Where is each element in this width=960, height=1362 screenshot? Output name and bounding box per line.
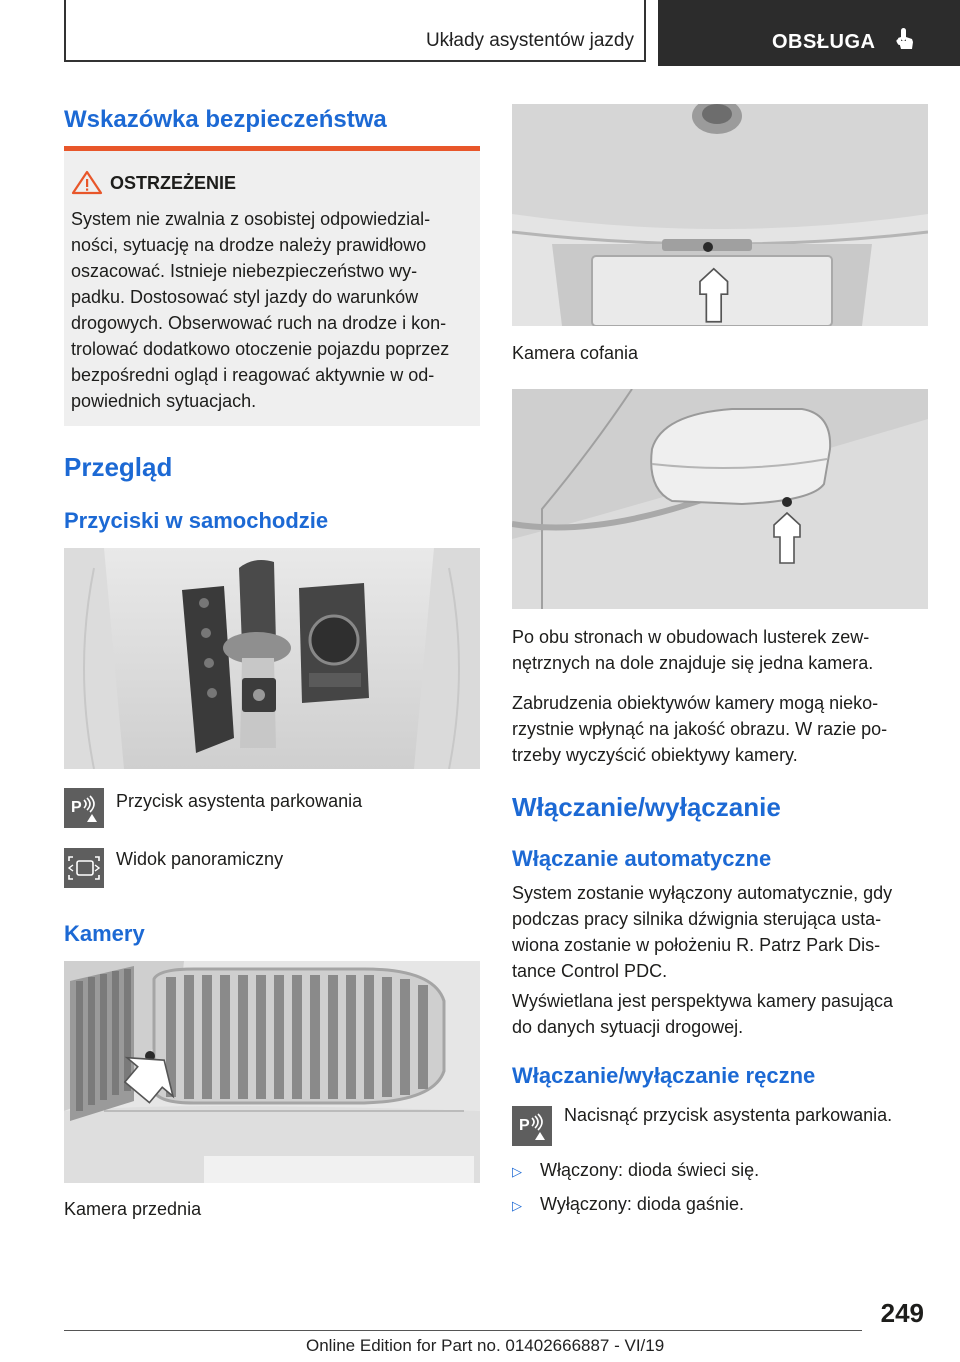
warning-label: OSTRZEŻENIE bbox=[110, 173, 237, 193]
bullet-triangle-icon: ▷ bbox=[512, 1198, 522, 1213]
overview-heading: Przegląd bbox=[64, 452, 173, 482]
dirt-warning-line: Zabrudzenia obiektywów kamery mogą nieko- bbox=[512, 693, 879, 713]
dirt-warning-line: trzeby wyczyścić obiektywy kamery. bbox=[512, 745, 798, 765]
bullet-item bbox=[512, 1160, 759, 1181]
dirt-warning-text bbox=[512, 690, 887, 768]
bullet-triangle-icon: ▷ bbox=[512, 1164, 522, 1179]
warning-line: oszacować. Istnieje niebezpieczeństwo wy- bbox=[71, 261, 418, 281]
park-assist-icon bbox=[512, 1106, 552, 1146]
side-camera-line: Po obu stronach w obudowach lusterek zew- bbox=[512, 627, 870, 647]
warning-line: trolować dodatkowo otoczenie pojazdu poprzez bbox=[71, 339, 450, 359]
section-title: Układy asystentów jazdy bbox=[425, 30, 634, 51]
hand-pointer-icon bbox=[894, 26, 916, 58]
park-assist-icon bbox=[64, 788, 104, 828]
rear-camera-caption: Kamera cofania bbox=[512, 343, 639, 363]
warning-line: bezpośredni ogląd i reagować aktywnie w od- bbox=[71, 365, 435, 385]
panorama-view-icon bbox=[64, 848, 104, 888]
bullet-text: Wyłączony: dioda gaśnie. bbox=[540, 1194, 744, 1214]
cameras-heading: Kamery bbox=[64, 921, 145, 946]
page-number: 249 bbox=[880, 1298, 924, 1328]
center-console-photo bbox=[64, 548, 480, 769]
auto-switching-line: wiona zostanie w położeniu R. Patrz Park Dis- bbox=[512, 935, 881, 955]
footer-rule bbox=[64, 1330, 862, 1331]
warning-line: padku. Dostosować styl jazdy do warunków bbox=[71, 287, 419, 307]
manual-switching-text: Nacisnąć przycisk asystenta parkowania. bbox=[564, 1105, 893, 1125]
auto-switching-text bbox=[512, 880, 892, 984]
bullet-item bbox=[512, 1194, 744, 1215]
warning-triangle-icon bbox=[70, 169, 104, 200]
mirror-camera-photo bbox=[512, 389, 928, 609]
panorama-view-label: Widok panoramiczny bbox=[116, 849, 284, 869]
warning-line: System nie zwalnia z osobistej odpowiedzial- bbox=[71, 209, 431, 229]
warning-text bbox=[71, 206, 477, 414]
bullet-text: Włączony: dioda świeci się. bbox=[540, 1160, 760, 1180]
warning-line: drogowych. Obserwować ruch na drodze i kon- bbox=[71, 313, 447, 333]
front-camera-photo bbox=[64, 961, 480, 1183]
camera-view-line: do danych sytuacji drogowej. bbox=[512, 1017, 744, 1037]
safety-heading: Wskazówka bezpieczeństwa bbox=[64, 106, 387, 133]
camera-view-line: Wyświetlana jest perspektywa kamery pasująca bbox=[512, 991, 893, 1011]
dirt-warning-line: rzystnie wpłynąć na jakość obrazu. W razie po- bbox=[512, 719, 888, 739]
chapter-tab[interactable] bbox=[658, 0, 960, 66]
side-camera-text bbox=[512, 624, 873, 676]
warning-line: ności, sytuację na drodze należy prawidłowo bbox=[71, 235, 427, 255]
auto-switching-line: tance Control PDC. bbox=[512, 961, 668, 981]
auto-switching-heading: Włączanie automatyczne bbox=[512, 846, 772, 871]
park-assist-label: Przycisk asystenta parkowania bbox=[116, 791, 363, 811]
warning-line: powiednich sytuacjach. bbox=[71, 391, 257, 411]
buttons-heading: Przyciski w samochodzie bbox=[64, 508, 329, 533]
camera-view-text bbox=[512, 988, 893, 1040]
switching-heading: Włączanie/wyłączanie bbox=[512, 792, 781, 822]
front-camera-caption: Kamera przednia bbox=[64, 1199, 202, 1219]
svg-text:P: P bbox=[519, 1117, 530, 1134]
side-camera-line: nętrznych na dole znajduje się jedna kamera. bbox=[512, 653, 874, 673]
chapter-tab-label: OBSŁUGA bbox=[772, 31, 876, 53]
auto-switching-line: System zostanie wyłączony automatycznie, gdy bbox=[512, 883, 893, 903]
edition-footer: Online Edition for Part no. 01402666887 - VI/19 bbox=[306, 1336, 665, 1355]
rear-camera-photo bbox=[512, 104, 928, 326]
auto-switching-line: podczas pracy silnika dźwignia sterująca usta- bbox=[512, 909, 882, 929]
svg-text:P: P bbox=[71, 799, 82, 816]
manual-switching-heading: Włączanie/wyłączanie ręczne bbox=[512, 1063, 816, 1088]
